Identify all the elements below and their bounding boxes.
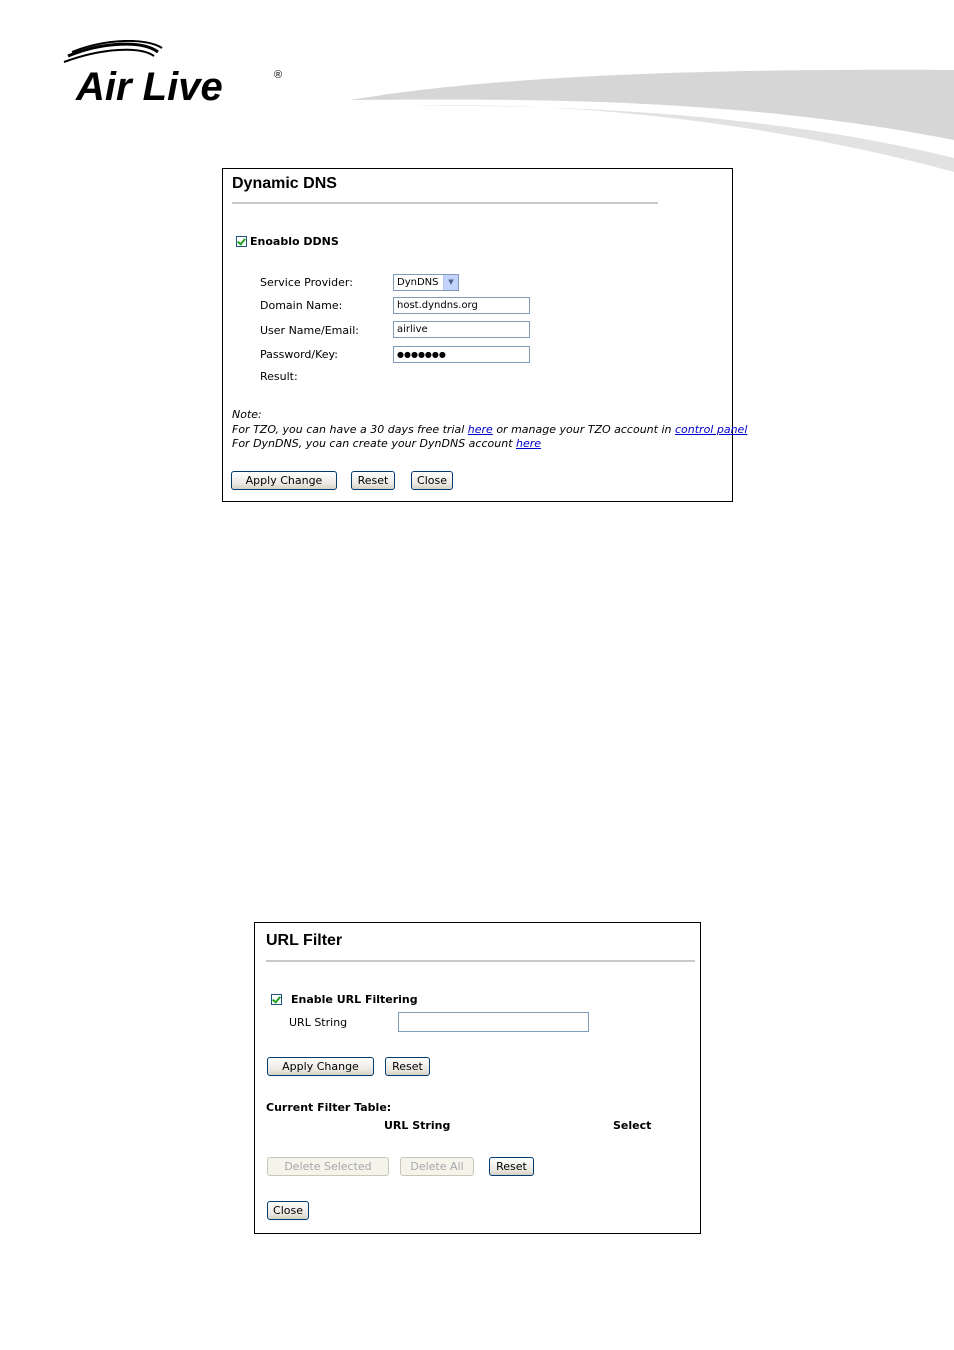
current-filter-table-title: Current Filter Table:: [266, 1101, 392, 1114]
result-label: Result:: [260, 370, 298, 383]
tzo-control-panel-link[interactable]: control panel: [674, 422, 748, 436]
delete-selected-button[interactable]: Delete Selected: [267, 1157, 389, 1176]
user-name-input[interactable]: airlive: [393, 321, 530, 338]
enable-url-filtering-checkbox[interactable]: [271, 994, 282, 1005]
note-label: Note:: [232, 408, 262, 421]
header-swoosh: [350, 60, 954, 180]
enable-ddns-checkbox[interactable]: [236, 236, 247, 247]
airlive-logo: [62, 40, 292, 110]
table-reset-button[interactable]: Reset: [489, 1157, 534, 1176]
password-input[interactable]: ●●●●●●●: [393, 346, 530, 363]
reset-button[interactable]: Reset: [351, 471, 395, 490]
service-provider-select[interactable]: DynDNS ▼: [393, 274, 459, 291]
note-tzo: For TZO, you can have a 30 days free trial here or manage your TZO account in control panel: [232, 422, 748, 436]
domain-name-input[interactable]: host.dyndns.org: [393, 297, 530, 314]
domain-name-label: Domain Name:: [260, 299, 343, 312]
close-button[interactable]: Close: [267, 1201, 309, 1220]
enable-url-filtering-label: Enable URL Filtering: [291, 993, 418, 1006]
apply-change-button[interactable]: Apply Change: [267, 1057, 374, 1076]
logo-text: Air Live: [76, 65, 223, 109]
col-url-string-header: URL String: [384, 1119, 451, 1132]
ddns-panel: [222, 168, 748, 502]
tzo-trial-link[interactable]: here: [467, 422, 493, 436]
user-name-label: User Name/Email:: [260, 324, 359, 337]
enable-ddns-label: Enoablo DDNS: [250, 235, 339, 248]
note-block: [232, 408, 747, 452]
url-filter-title-rule: [266, 960, 695, 963]
url-filter-panel: [254, 922, 701, 1234]
service-provider-label: Service Provider:: [260, 276, 353, 289]
apply-change-button[interactable]: Apply Change: [231, 471, 337, 490]
dyndns-account-link[interactable]: here: [516, 437, 542, 450]
chevron-down-icon[interactable]: ▼: [443, 275, 458, 290]
note-dyndns: For DynDNS, you can create your DynDNS account here: [232, 437, 542, 450]
ddns-title: Dynamic DNS: [232, 175, 337, 192]
close-button[interactable]: Close: [411, 471, 453, 490]
url-string-input[interactable]: [398, 1012, 589, 1032]
reset-button[interactable]: Reset: [385, 1057, 430, 1076]
url-string-label: URL String: [289, 1016, 348, 1029]
ddns-title-rule: [232, 202, 658, 205]
url-filter-title: URL Filter: [266, 932, 343, 949]
svg-text:®: ®: [274, 69, 283, 81]
delete-all-button[interactable]: Delete All: [400, 1157, 474, 1176]
col-select-header: Select: [613, 1119, 652, 1132]
password-label: Password/Key:: [260, 348, 338, 361]
